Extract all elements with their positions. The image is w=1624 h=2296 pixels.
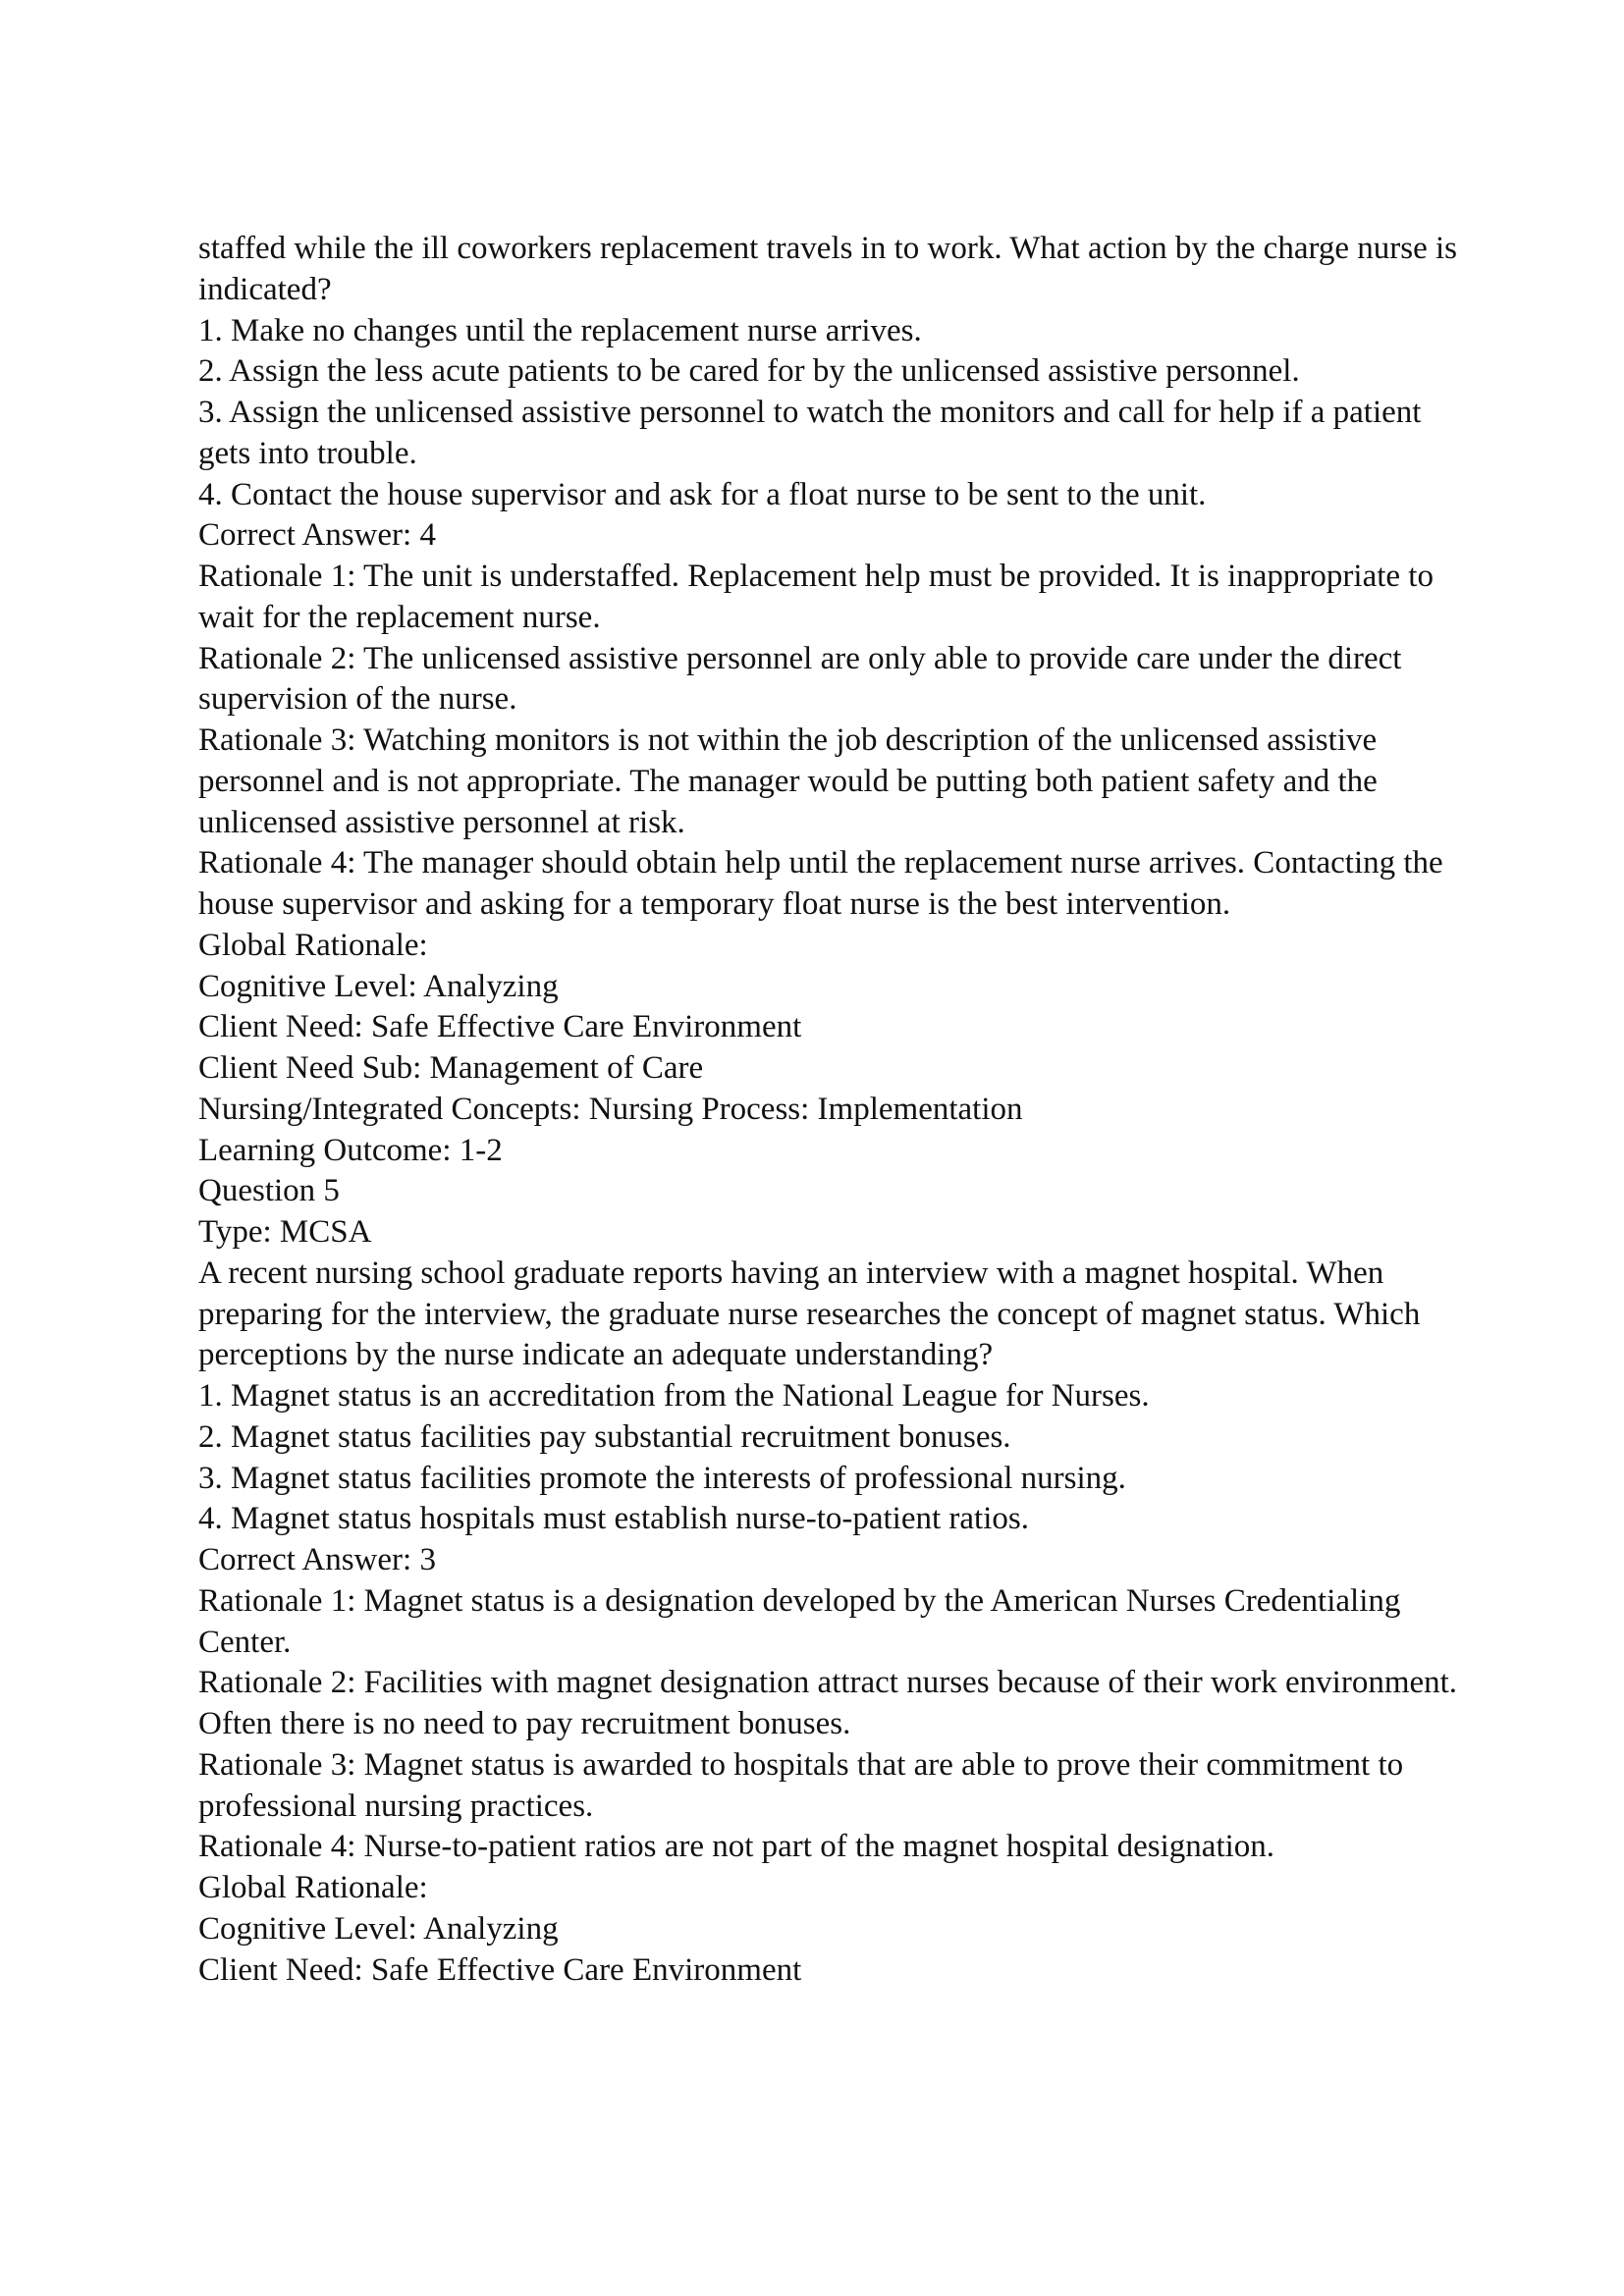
text-line: Rationale 2: The unlicensed assistive personnel are only able to provide care under the direct (198, 640, 1402, 676)
text-line: indicated? (198, 271, 332, 307)
text-line: staffed while the ill coworkers replacement travels in to work. What action by the charge nurse is (198, 231, 1458, 266)
text-line: gets into trouble. (198, 435, 417, 471)
text-line: Rationale 1: Magnet status is a designation developed by the American Nurses Credentialing (198, 1582, 1401, 1619)
text-line: 4. Magnet status hospitals must establish nurse-to-patient ratios. (198, 1501, 1029, 1537)
text-line: professional nursing practices. (198, 1788, 594, 1824)
text-line: supervision of the nurse. (198, 681, 517, 718)
text-line: Cognitive Level: Analyzing (198, 1910, 559, 1947)
text-line: 3. Magnet status facilities promote the interests of professional nursing. (198, 1460, 1126, 1496)
text-line: Global Rationale: (198, 1870, 428, 1905)
text-line: 1. Magnet status is an accreditation from the National League for Nurses. (198, 1378, 1150, 1414)
text-line: Correct Answer: 3 (198, 1542, 436, 1577)
text-line: 1. Make no changes until the replacement nurse arrives. (198, 312, 922, 348)
text-line: unlicensed assistive personnel at risk. (198, 804, 685, 840)
text-line: Client Need: Safe Effective Care Environment (198, 1009, 802, 1045)
text-line: Learning Outcome: 1-2 (198, 1132, 503, 1168)
text-line: Nursing/Integrated Concepts: Nursing Process: Implementation (198, 1091, 1023, 1127)
text-line: A recent nursing school graduate reports having an interview with a magnet hospital. When (198, 1255, 1384, 1291)
text-line: Often there is no need to pay recruitment bonuses. (198, 1706, 851, 1741)
text-line: 2. Assign the less acute patients to be cared for by the unlicensed assistive personnel. (198, 353, 1300, 390)
text-line: Rationale 4: Nurse-to-patient ratios are not part of the magnet hospital designation. (198, 1829, 1275, 1865)
text-line: 4. Contact the house supervisor and ask for a float nurse to be sent to the unit. (198, 476, 1207, 512)
text-line: Center. (198, 1624, 292, 1660)
text-line: personnel and is not appropriate. The manager would be putting both patient safety and the (198, 763, 1378, 799)
text-line: house supervisor and asking for a temporary float nurse is the best intervention. (198, 886, 1231, 922)
text-line: Client Need Sub: Management of Care (198, 1050, 704, 1086)
text-line: 3. Assign the unlicensed assistive personnel to watch the monitors and call for help if a patient (198, 395, 1422, 430)
text-line: wait for the replacement nurse. (198, 599, 601, 635)
text-line: Rationale 3: Watching monitors is not within the job description of the unlicensed assistive (198, 722, 1378, 758)
text-line: Global Rationale: (198, 927, 428, 963)
text-line: Client Need: Safe Effective Care Environment (198, 1951, 802, 1988)
text-line: Rationale 2: Facilities with magnet designation attract nurses because of their work environment. (198, 1665, 1458, 1701)
text-line: Rationale 4: The manager should obtain help until the replacement nurse arrives. Contacting the (198, 845, 1443, 881)
text-line: Type: MCSA (198, 1214, 372, 1250)
text-line: Rationale 3: Magnet status is awarded to hospitals that are able to prove their commitment to (198, 1746, 1404, 1783)
text-line: Correct Answer: 4 (198, 517, 436, 554)
text-line: Cognitive Level: Analyzing (198, 968, 559, 1004)
text-line: preparing for the interview, the graduate nurse researches the concept of magnet status. Which (198, 1296, 1421, 1332)
document-page (198, 229, 1573, 1991)
text-line: perceptions by the nurse indicate an adequate understanding? (198, 1337, 994, 1373)
text-line: Question 5 (198, 1173, 340, 1209)
text-line: Rationale 1: The unit is understaffed. Replacement help must be provided. It is inappropriate to (198, 559, 1434, 594)
text-line: 2. Magnet status facilities pay substantial recruitment bonuses. (198, 1418, 1011, 1455)
